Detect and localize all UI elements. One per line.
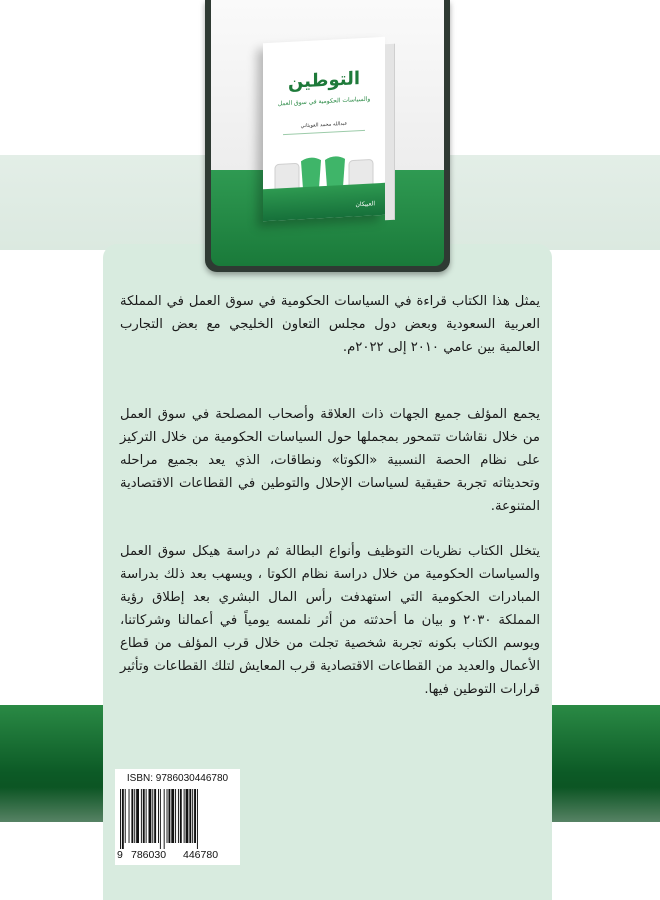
barcode-bar [149, 789, 152, 843]
barcode-bar [171, 789, 174, 843]
barcode-bar [167, 789, 168, 843]
barcode-bar [178, 789, 179, 843]
barcode-bar [136, 789, 139, 843]
barcode-bar [125, 789, 126, 843]
barcode-bar [192, 789, 193, 843]
barcode-bar [184, 789, 185, 843]
book-mockup [263, 37, 385, 221]
description-paragraph-1: يمثل هذا الكتاب قراءة في السياسات الحكومية في سوق العمل في المملكة العربية السعودية وبعض دول مجلس التعاون الخليجي مع بعض التجارب العالمية بين عامي ٢٠١٠ إلى ٢٠٢٢م. [120, 294, 540, 355]
description-paragraph-2: يجمع المؤلف جميع الجهات ذات العلاقة وأصحاب المصلحة في سوق العمل من خلال نقاشات تتمحور بمجملها حول السياسات الحكومية من خلال التركيز على نظام الحصة النسبية «الكوتا» ونطاقات، الذي يعد بجميع مراحله وتحديثاته تجربة حقيقية لسياسات الإحلال والتوطين في القطاعات الاقتصادية المتنوعة. [120, 407, 540, 514]
book-cover-base [263, 183, 385, 221]
barcode-bars [118, 789, 237, 849]
cover-image [211, 0, 444, 266]
barcode-digit-group-2: 446780 [183, 849, 219, 861]
barcode-bar [120, 789, 121, 849]
barcode-bar [154, 789, 156, 843]
barcode-bar [141, 789, 142, 843]
barcode-bar [143, 789, 145, 843]
barcode-bar [186, 789, 189, 843]
barcode [115, 769, 240, 865]
book-subtitle: والسياسات الحكومية في سوق العمل [277, 95, 371, 108]
barcode-bar [189, 789, 191, 843]
barcode-bar [131, 789, 133, 843]
barcode-bar [175, 789, 176, 843]
barcode-bar [168, 789, 170, 843]
barcode-digit-group-1: 786030 [131, 849, 167, 861]
barcode-bar [180, 789, 182, 843]
barcode-bar [152, 789, 153, 843]
isbn-label: ISBN: 9786030446780 [126, 773, 229, 784]
book-title: التوطين [287, 68, 361, 93]
publisher-logo: العبيكان [355, 200, 375, 209]
cover-thumbnail [205, 0, 450, 272]
barcode-bar [194, 789, 196, 843]
book-author: عبدالله محمد العوبثاني [300, 120, 348, 130]
barcode-bar [134, 789, 135, 843]
barcode-bar [129, 789, 130, 843]
barcode-bar [197, 789, 198, 849]
barcode-bar [146, 789, 147, 843]
book-spine [385, 44, 395, 221]
barcode-bar [122, 789, 124, 849]
barcode-digit-prefix: 9 [117, 849, 123, 861]
barcode-bar [164, 789, 165, 849]
description-paragraph-3: يتخلل الكتاب نظريات التوظيف وأنواع البطالة ثم دراسة هيكل سوق العمل والسياسات الحكومية من خلال دراسة نظام الكوتا ، ويسهب بعد ذلك بدراسة المبادرات الحكومية التي استهدفت رأس المال البشري بعد إطلاق رؤية المملكة ٢٠٣٠ و بيان ما أحدثته من أثر نلمسه يومياً في أعمالنا وشركاتنا، ويوسم الكتاب بكونه تجربة شخصية تجلت من خلال قرب المؤلف من قطاع الأعمال والعديد من القطاعات الاقتصادية قرب المعايش لتلك القطاعات وتأثير قرارات التوطين فيها. [120, 544, 540, 697]
barcode-bar [158, 789, 159, 843]
barcode-digits [115, 849, 240, 863]
barcode-bar [160, 789, 161, 849]
